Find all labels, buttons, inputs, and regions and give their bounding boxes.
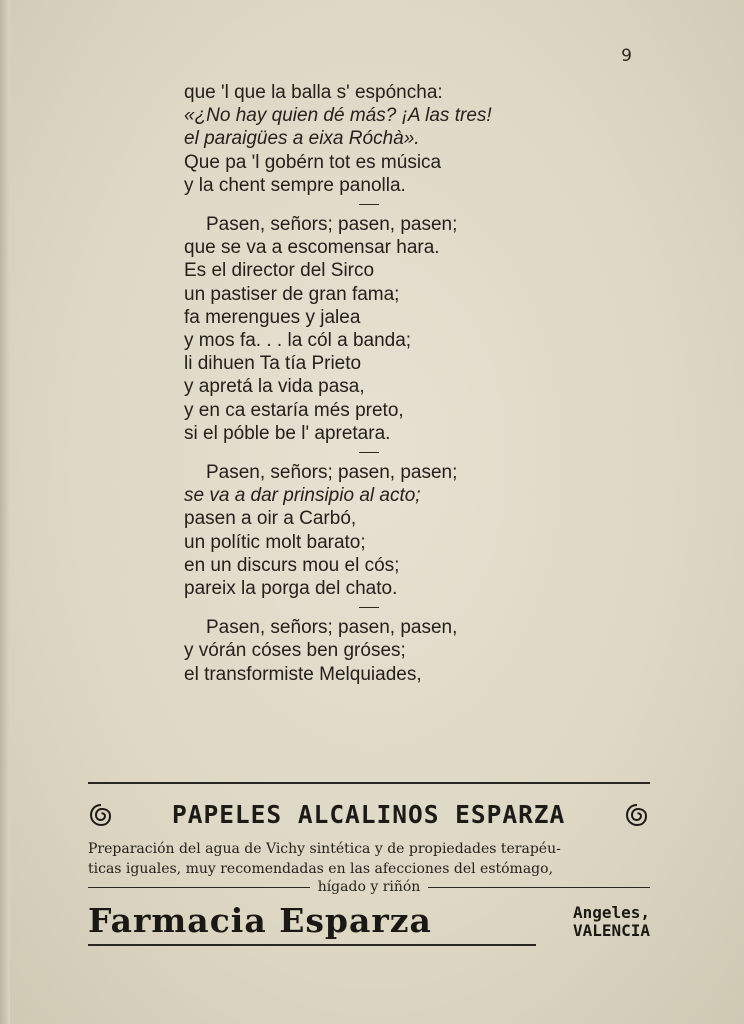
- poem-line: y mos fa. . . la cól a banda;: [184, 330, 412, 352]
- swirl-ornament-icon: [88, 802, 114, 828]
- poem-line: el paraigües a eixa Róchà».: [184, 128, 420, 150]
- ad-brand-row: [88, 901, 650, 940]
- tail-dash-left: [88, 887, 310, 888]
- stanza-separator: [359, 204, 379, 205]
- ad-description: [88, 839, 650, 879]
- poem-line: y apretá la vida pasa,: [184, 376, 365, 398]
- ad-description-tail: hígado y riñón: [317, 879, 421, 895]
- poem-line: li dihuen Ta tía Prieto: [184, 353, 362, 375]
- tail-dash-right: [428, 887, 650, 888]
- poem-line: y en ca estaría més preto,: [184, 399, 404, 421]
- poem-line: se va a dar prinsipio al acto;: [184, 485, 421, 507]
- pharmacy-brand-name: Farmacia Esparza: [88, 901, 432, 940]
- poem-line: un pastiser de gran fama;: [184, 283, 400, 305]
- ad-description-line: ticas iguales, muy recomendadas en las afecciones del estómago,: [88, 861, 554, 877]
- poem-line: Pasen, señors; pasen, pasen,: [206, 617, 458, 639]
- poem-line: pareix la porga del chato.: [184, 578, 398, 600]
- poem-line: si el póble be l' apretara.: [184, 422, 391, 444]
- pharmacy-address: [573, 904, 650, 940]
- swirl-ornament-icon: [624, 802, 650, 828]
- poem-line: que 'l que la balla s' espóncha:: [184, 82, 443, 103]
- poem-line: Pasen, señors; pasen, pasen;: [206, 214, 458, 236]
- poem-line: en un discurs mou el cós;: [184, 554, 400, 576]
- poem-line: que se va a escomensar hara.: [184, 237, 440, 259]
- ad-heading: PAPELES ALCALINOS ESPARZA: [172, 800, 566, 829]
- poem-line: Pasen, señors; pasen, pasen;: [206, 462, 458, 484]
- address-city: VALENCIA: [572, 921, 650, 940]
- poem-line: y vórán cóses ben gróses;: [184, 640, 406, 662]
- poem-line: Que pa 'l gobérn tot es música: [184, 151, 442, 173]
- stanza-separator: [359, 452, 379, 453]
- ad-description-tail-row: [88, 879, 650, 895]
- poem-line: el transformiste Melquiades,: [184, 663, 422, 685]
- page-number: 9: [621, 46, 632, 66]
- advertisement: [88, 782, 650, 946]
- poem-line: «¿No hay quien dé más? ¡A las tres!: [184, 105, 492, 127]
- poem-line: y la chent sempre panolla.: [184, 174, 406, 196]
- ad-heading-row: [88, 800, 650, 829]
- poem-line: pasen a oir a Carbó,: [184, 508, 357, 530]
- poem-line: un polític molt barato;: [184, 531, 366, 553]
- address-street: Angeles,: [572, 903, 650, 922]
- ad-bottom-rule: [88, 944, 536, 946]
- stanza-separator: [359, 607, 379, 608]
- ad-description-line: Preparación del agua de Vichy sintética y de propiedades terapéu-: [88, 841, 561, 857]
- poem-line: fa merengues y jalea: [184, 306, 361, 328]
- poem-body: [184, 81, 604, 686]
- page-spine-shadow: [0, 0, 10, 1024]
- poem-line: Es el director del Sirco: [184, 260, 375, 282]
- ad-top-rule: [88, 782, 650, 784]
